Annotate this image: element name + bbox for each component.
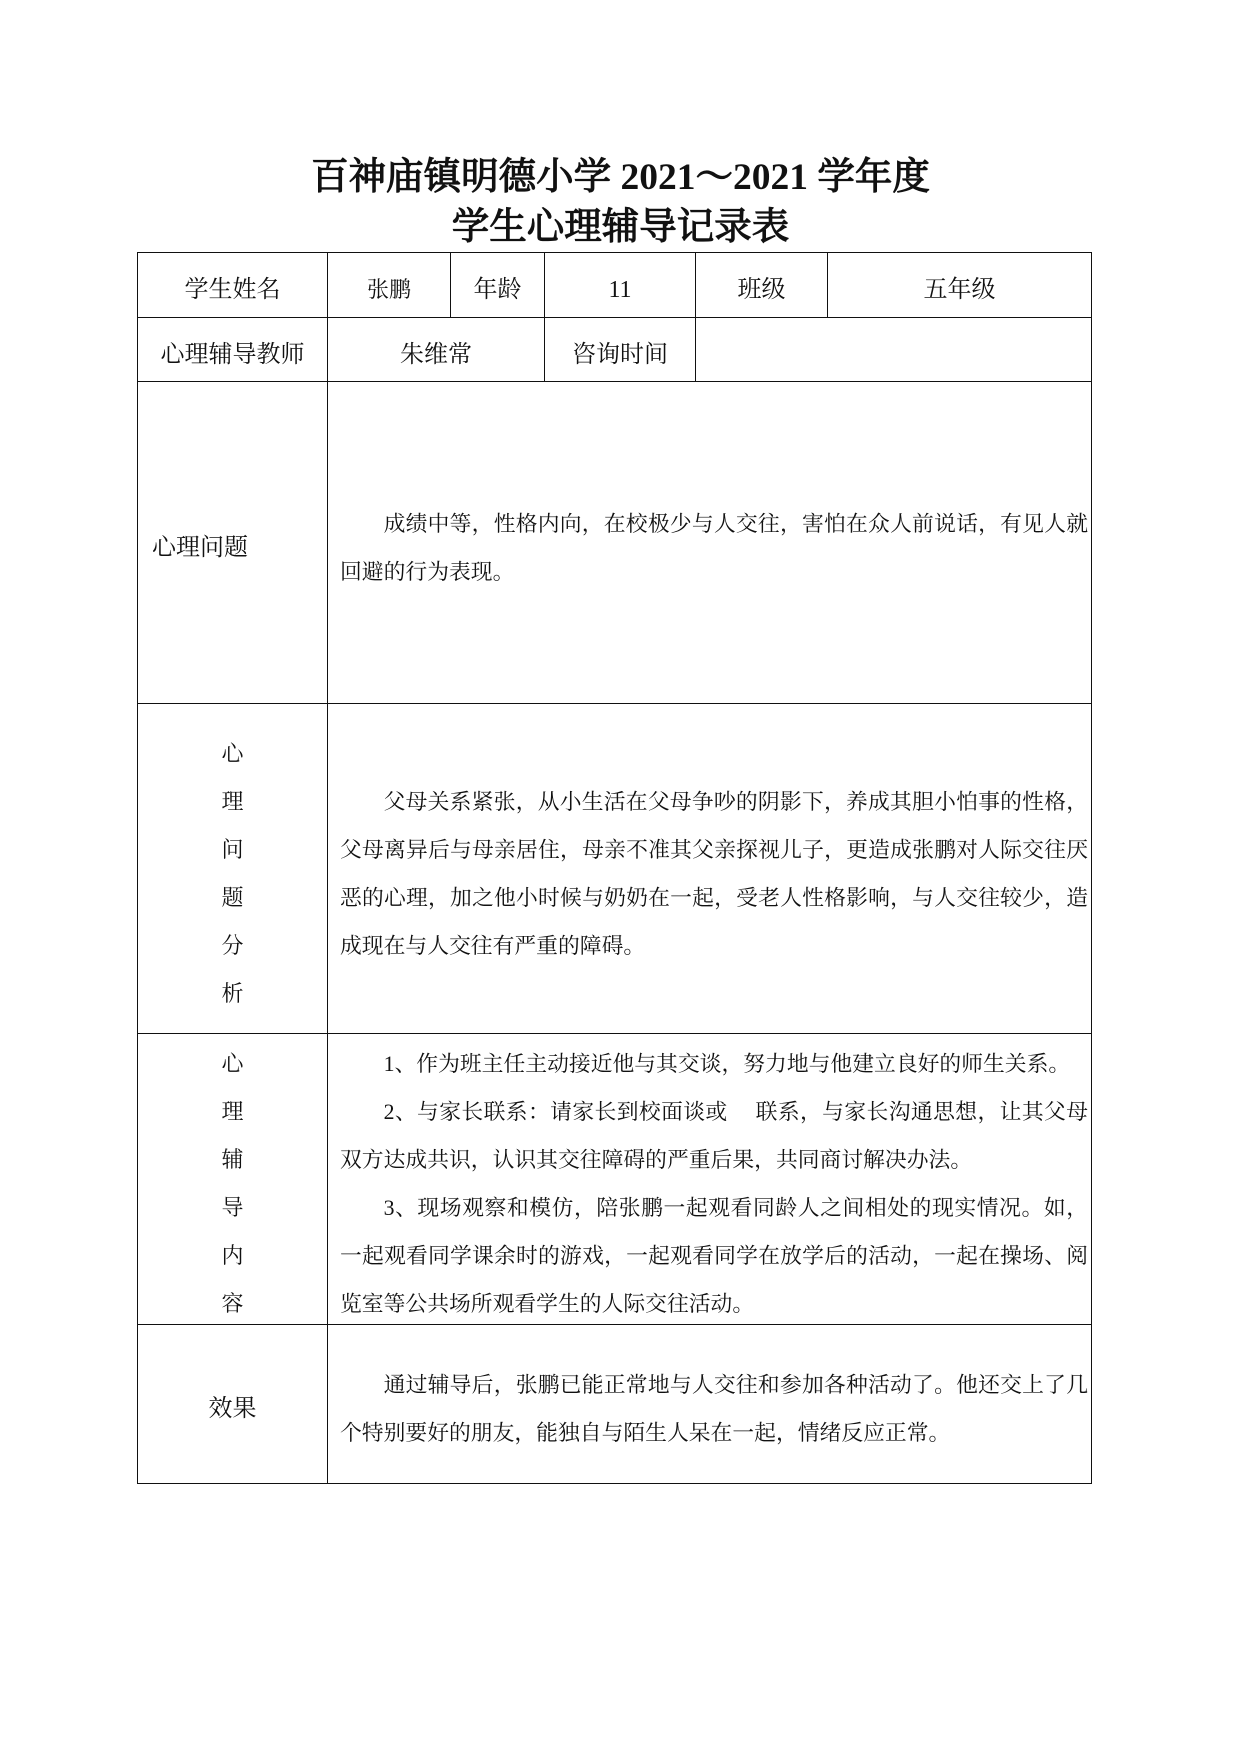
form-title-line1: 百神庙镇明德小学 2021～2021 学年度	[311, 157, 930, 198]
effect-label: 效果	[208, 1396, 257, 1422]
form-title	[0, 153, 1241, 253]
problem-analysis-text-cell	[328, 704, 1092, 1034]
teacher-label-cell	[138, 318, 328, 382]
counseling-record-table	[137, 252, 1092, 1484]
counseling-content-item: 2、与家长联系：请家长到校面谈或 联系，与家长沟通思想，让其父母双方达成共识，认识其交往障碍的严重后果，共同商讨解决办法。	[340, 1100, 1088, 1172]
student-name-label: 学生姓名	[184, 277, 281, 303]
table-row	[138, 382, 1092, 704]
consult-time-label-cell	[545, 318, 696, 382]
age-value-cell	[545, 253, 696, 318]
age-label: 年龄	[473, 277, 522, 303]
effect-label-cell	[138, 1325, 328, 1484]
table-body	[138, 253, 1092, 1484]
teacher-value: 朱维常	[400, 341, 472, 368]
table-row	[138, 1325, 1092, 1484]
counseling-content-list	[340, 1040, 1088, 1328]
counseling-content-label-cell	[138, 1034, 328, 1325]
counseling-content-item: 1、作为班主任主动接近他与其交谈，努力地与他建立良好的师生关系。	[383, 1052, 1071, 1076]
psych-problem-label: 心理问题	[152, 534, 248, 561]
problem-analysis-label-cell	[138, 704, 328, 1034]
problem-analysis-text: 父母关系紧张，从小生活在父母争吵的阴影下，养成其胆小怕事的性格，父母离异后与母亲居住，母亲不准其父亲探视儿子，更造成张鹏对人际交往厌恶的心理，加之他小时候与奶奶在一起，受老人性格影响，与人交往较少，造成现在与人交往有严重的障碍。	[340, 789, 1088, 958]
counseling-content-text-cell	[328, 1034, 1092, 1325]
psych-problem-text-cell	[328, 382, 1092, 704]
table-row	[138, 253, 1092, 318]
psych-problem-content	[340, 500, 1088, 596]
consult-time-value-cell	[696, 318, 1092, 382]
teacher-value-cell	[328, 318, 545, 382]
effect-text: 通过辅导后，张鹏已能正常地与人交往和参加各种活动了。他还交上了几个特别要好的朋友，能独自与陌生人呆在一起，情绪反应正常。	[340, 1373, 1088, 1445]
effect-content	[340, 1361, 1088, 1457]
psych-problem-text: 成绩中等，性格内向，在校极少与人交往，害怕在众人前说话，有见人就回避的行为表现。	[340, 511, 1088, 584]
class-value-cell	[828, 253, 1092, 318]
problem-analysis-content	[340, 778, 1088, 970]
table-row	[138, 1034, 1092, 1325]
class-label-cell	[696, 253, 828, 318]
table-row	[138, 318, 1092, 382]
age-label-cell	[451, 253, 545, 318]
student-name-value: 张鹏	[366, 277, 411, 302]
teacher-label: 心理辅导教师	[160, 341, 305, 368]
form-title-line2: 学生心理辅导记录表	[451, 207, 790, 248]
problem-analysis-label: 心理问题分析	[221, 740, 244, 1006]
student-name-value-cell	[328, 253, 451, 318]
age-value: 11	[608, 277, 632, 303]
student-name-label-cell	[138, 253, 328, 318]
effect-text-cell	[328, 1325, 1092, 1484]
class-value: 五年级	[923, 277, 996, 303]
class-label: 班级	[737, 277, 786, 303]
table-row	[138, 704, 1092, 1034]
counseling-content-item: 3、现场观察和模仿，陪张鹏一起观看同龄人之间相处的现实情况。如，一起观看同学课余时的游戏，一起观看同学在放学后的活动，一起在操场、阅览室等公共场所观看学生的人际交往活动。	[340, 1196, 1088, 1316]
psych-problem-label-cell	[138, 382, 328, 704]
consult-time-label: 咨询时间	[572, 341, 668, 368]
counseling-content-label: 心理辅导内容	[221, 1051, 244, 1316]
